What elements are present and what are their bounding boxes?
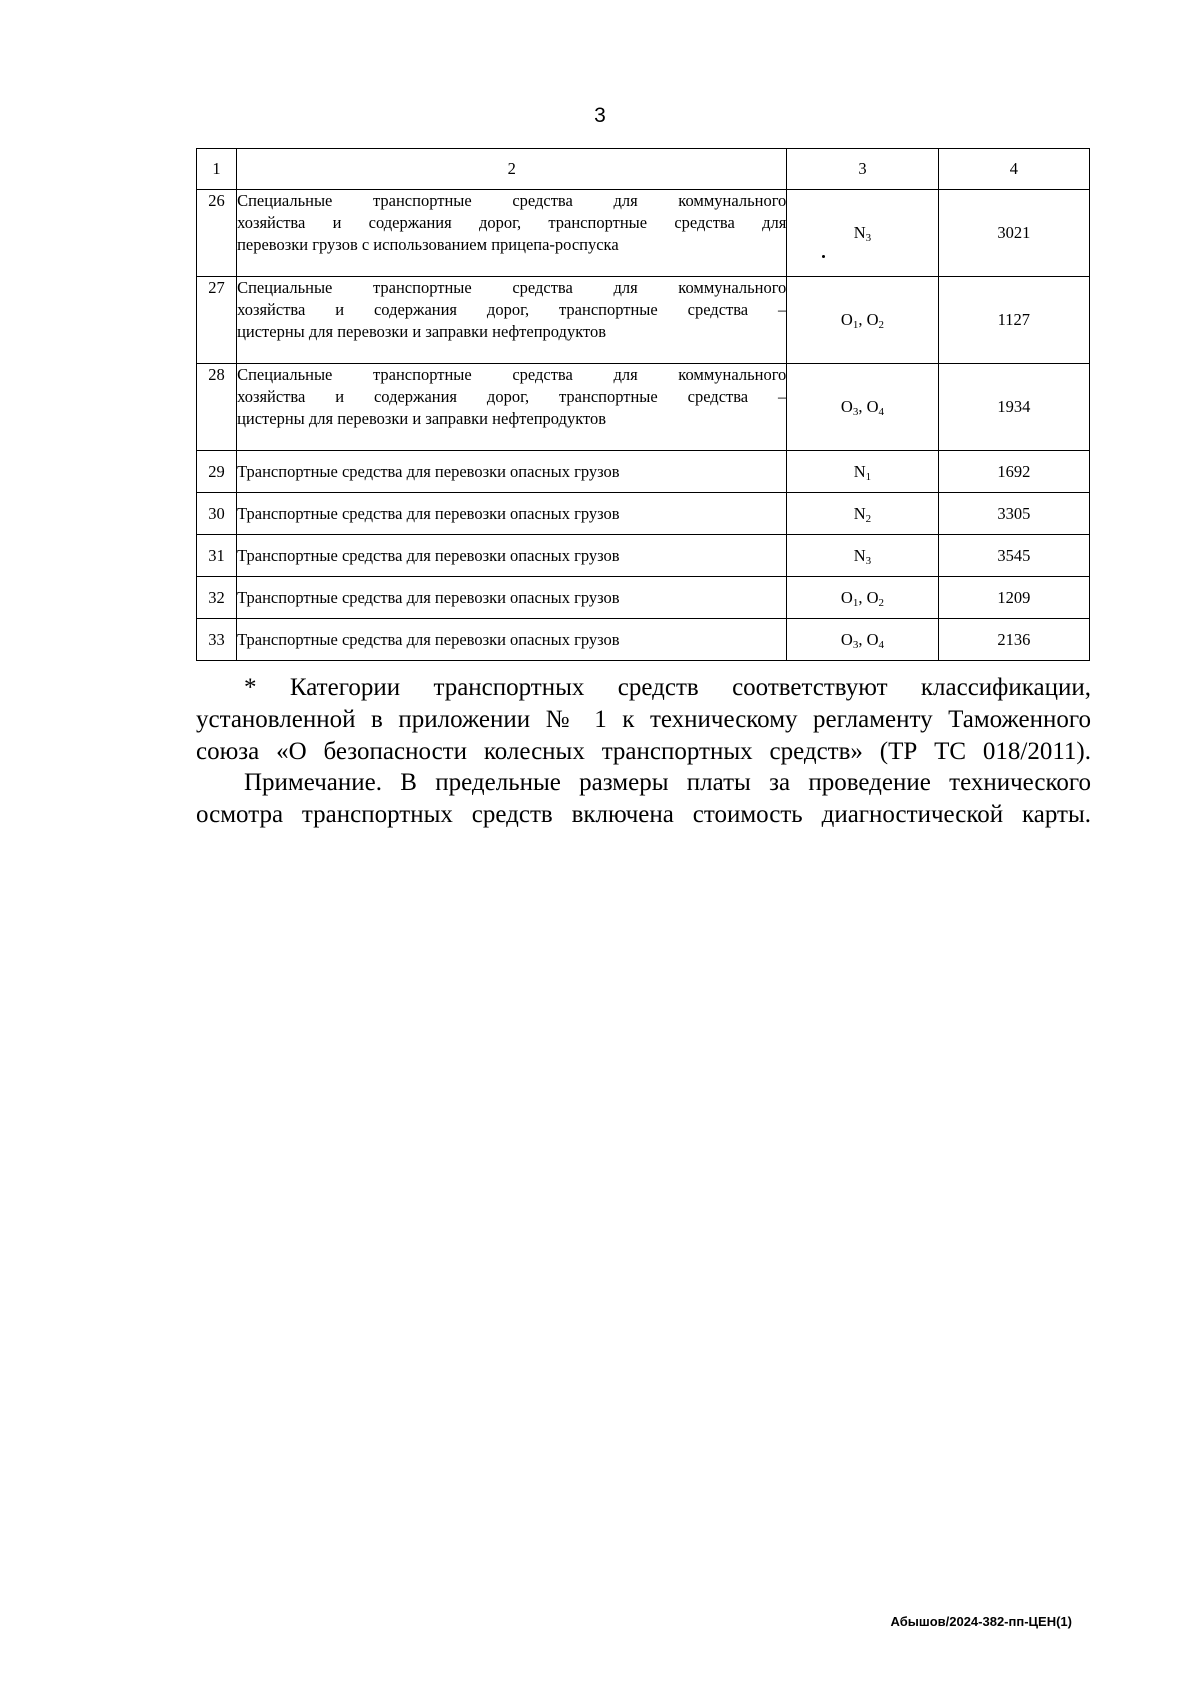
category-letter: O bbox=[840, 587, 853, 607]
category-letter: N bbox=[853, 461, 866, 481]
vehicle-category: $O_3$, $O_4$ bbox=[787, 364, 938, 451]
table-row bbox=[197, 451, 1090, 493]
category-subscript: 1 bbox=[865, 470, 872, 483]
description-line: Транспортные средства для перевозки опасных грузов bbox=[237, 545, 620, 565]
row-number: 26 bbox=[197, 190, 237, 277]
vehicle-description bbox=[237, 190, 787, 277]
max-fee: 3545 bbox=[938, 535, 1089, 577]
max-fee: 3021 bbox=[938, 190, 1089, 277]
description-line: перевозки грузов с использованием прицепа-роспуска bbox=[237, 235, 619, 254]
category-letter: O bbox=[840, 629, 853, 649]
row-number: 33 bbox=[197, 619, 237, 661]
vehicle-category bbox=[787, 451, 938, 493]
header-cell: 2 bbox=[237, 149, 787, 190]
description-line: хозяйства и содержания дорог, транспортные средства – bbox=[237, 387, 787, 406]
description-line: цистерны для перевозки и заправки нефтепродуктов bbox=[237, 409, 607, 428]
vehicle-description bbox=[237, 451, 787, 493]
category-subscript: 4 bbox=[878, 638, 884, 651]
max-fee: 2136 bbox=[938, 619, 1089, 661]
category-subscript: 2 bbox=[878, 596, 884, 609]
category-letter: N bbox=[853, 503, 866, 523]
table-row bbox=[197, 190, 1090, 277]
category-letter: O bbox=[866, 587, 879, 607]
description-line: Транспортные средства для перевозки опасных грузов bbox=[237, 503, 620, 523]
description-line: Специальные транспортные средства для коммунального bbox=[237, 191, 787, 210]
footnote-line: установленной в приложении № 1 к техническому регламенту Таможенного bbox=[196, 706, 1091, 733]
max-fee: 1692 bbox=[938, 451, 1089, 493]
registration-stamp: Абышов/2024-382-пп-ЦЕН(1) bbox=[890, 1614, 1072, 1629]
category-letter: O bbox=[840, 397, 853, 416]
table-header-row bbox=[197, 149, 1090, 190]
row-number: 28 bbox=[197, 364, 237, 451]
description-line: хозяйства и содержания дорог, транспортные средства – bbox=[237, 300, 787, 319]
header-cell: 1 bbox=[197, 149, 237, 190]
description-line: Транспортные средства для перевозки опасных грузов bbox=[237, 587, 620, 607]
table-row bbox=[197, 619, 1090, 661]
table-row bbox=[197, 493, 1090, 535]
table-row bbox=[197, 535, 1090, 577]
category-subscript: 2 bbox=[878, 319, 884, 331]
max-fee: 3305 bbox=[938, 493, 1089, 535]
vehicle-category: $O_1$, $O_2$ bbox=[787, 277, 938, 364]
vehicle-description bbox=[237, 535, 787, 577]
table-row bbox=[197, 577, 1090, 619]
note-paragraph bbox=[196, 767, 1091, 831]
description-line: Специальные транспортные средства для коммунального bbox=[237, 365, 787, 384]
table-row bbox=[197, 364, 1090, 451]
vehicle-description bbox=[237, 364, 787, 451]
description-line: хозяйства и содержания дорог, транспортные средства для bbox=[237, 213, 787, 232]
row-number: 32 bbox=[197, 577, 237, 619]
vehicle-category bbox=[787, 493, 938, 535]
description-line: Транспортные средства для перевозки опасных грузов bbox=[237, 461, 620, 481]
category-subscript: 1 bbox=[852, 596, 859, 609]
category-letter: O bbox=[866, 397, 879, 416]
description-line: цистерны для перевозки и заправки нефтепродуктов bbox=[237, 322, 607, 341]
description-line: Транспортные средства для перевозки опасных грузов bbox=[237, 629, 620, 649]
description-line: Специальные транспортные средства для коммунального bbox=[237, 278, 787, 297]
category-subscript: 3 bbox=[865, 232, 872, 244]
footnote bbox=[196, 672, 1091, 768]
category-letter: N bbox=[853, 223, 866, 242]
category-letter: O bbox=[866, 310, 879, 329]
category-subscript: 3 bbox=[865, 554, 872, 567]
max-fee: 1209 bbox=[938, 577, 1089, 619]
fee-table bbox=[196, 148, 1090, 661]
vehicle-description bbox=[237, 577, 787, 619]
category-subscript: 3 bbox=[852, 638, 859, 651]
row-number: 27 bbox=[197, 277, 237, 364]
stray-dot-mark bbox=[822, 255, 825, 258]
max-fee: 1127 bbox=[938, 277, 1089, 364]
row-number: 30 bbox=[197, 493, 237, 535]
row-number: 29 bbox=[197, 451, 237, 493]
vehicle-category bbox=[787, 535, 938, 577]
category-letter: O bbox=[866, 629, 879, 649]
category-subscript: 4 bbox=[878, 406, 884, 418]
category-letter: N bbox=[853, 545, 866, 565]
max-fee: 1934 bbox=[938, 364, 1089, 451]
note-line: осмотра транспортных средств включена стоимость диагностической карты. bbox=[196, 801, 1091, 828]
page-number: 3 bbox=[594, 104, 606, 127]
category-letter: O bbox=[840, 310, 853, 329]
header-cell: 3 bbox=[787, 149, 938, 190]
vehicle-category: $O_1$, $O_2$ bbox=[787, 577, 938, 619]
category-subscript: 2 bbox=[865, 512, 872, 525]
note-line: Примечание. В предельные размеры платы за проведение технического bbox=[244, 769, 1091, 796]
table-row bbox=[197, 277, 1090, 364]
header-cell: 4 bbox=[938, 149, 1089, 190]
category-subscript: 3 bbox=[852, 406, 859, 418]
vehicle-category: $O_3$, $O_4$ bbox=[787, 619, 938, 661]
vehicle-description bbox=[237, 277, 787, 364]
vehicle-category bbox=[787, 190, 938, 277]
category-subscript: 1 bbox=[852, 319, 859, 331]
vehicle-description bbox=[237, 619, 787, 661]
row-number: 31 bbox=[197, 535, 237, 577]
footnote-line: союза «О безопасности колесных транспортных средств» (ТР ТС 018/2011). bbox=[196, 738, 1091, 765]
footnote-line: * Категории транспортных средств соответствуют классификации, bbox=[244, 674, 1091, 701]
vehicle-description bbox=[237, 493, 787, 535]
